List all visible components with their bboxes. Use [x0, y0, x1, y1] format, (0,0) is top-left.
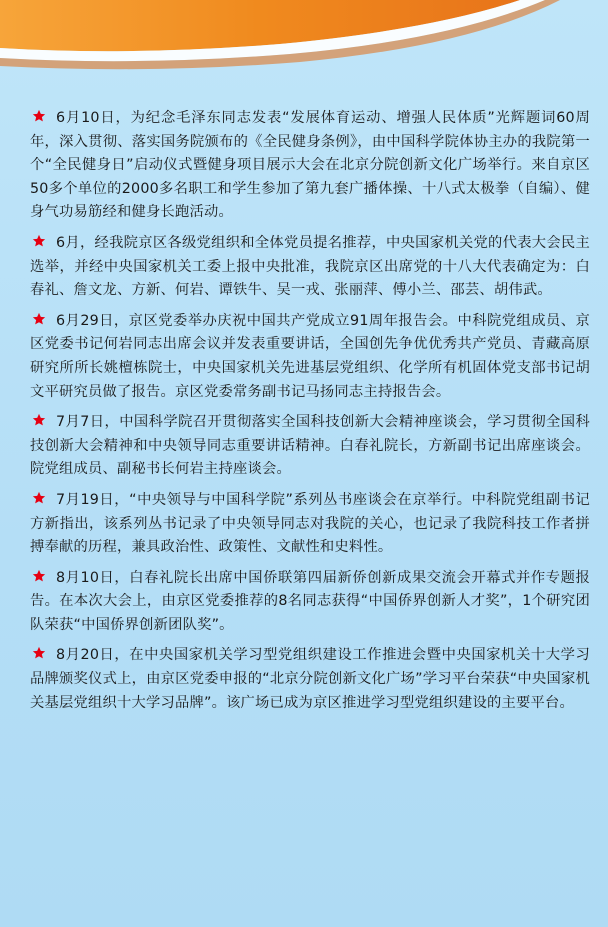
news-item	[30, 310, 590, 404]
star-icon	[32, 234, 46, 248]
news-item	[30, 107, 590, 225]
news-item	[30, 567, 590, 638]
news-text: 6月29日，京区党委举办庆祝中国共产党成立91周年报告会。中科院党组成员、京区党委书记何岩同志出席会议并发表重要讲话，全国创先争优优秀共产党员、青藏高原研究所所长姚檀栋院士，中央国家机关先进基层党组织、化学所有机固体党支部书记胡文平研究员做了报告。京区党委常务副书记马扬同志主持报告会。	[30, 312, 590, 400]
star-icon	[32, 413, 46, 427]
news-text: 6月，经我院京区各级党组织和全体党员提名推荐，中央国家机关党的代表大会民主选举，并经中央国家机关工委上报中央批准，我院京区出席党的十八大代表确定为：白春礼、詹文龙、方新、何岩、谭铁牛、吴一戎、张丽萍、傅小兰、邵芸、胡伟武。	[30, 234, 590, 299]
news-text: 7月7日，中国科学院召开贯彻落实全国科技创新大会精神座谈会，学习贯彻全国科技创新大会精神和中央领导同志重要讲话精神。白春礼院长，方新副书记出席座谈会。院党组成员、副秘书长何岩主持座谈会。	[30, 414, 590, 478]
news-text: 7月19日，“中央领导与中国科学院”系列丛书座谈会在京举行。中科院党组副书记方新指出，该系列丛书记录了中央领导同志对我院的关心，也记录了我院科技工作者拼搏奉献的历程，兼具政治性、政策性、文献性和史料性。	[30, 491, 590, 556]
top-orange-banner	[0, 0, 608, 80]
news-text: 8月10日，白春礼院长出席中国侨联第四届新侨创新成果交流会开幕式并作专题报告。在本次大会上，由京区党委推荐的8名同志获得“中国侨界创新人才奖”，1个研究团队荣获“中国侨界创新团队奖”。	[30, 569, 590, 633]
star-icon	[32, 491, 46, 505]
star-icon	[32, 312, 46, 326]
star-icon	[32, 109, 46, 123]
news-item	[30, 644, 590, 715]
news-list	[30, 107, 590, 722]
news-text: 6月10日，为纪念毛泽东同志发表“发展体育运动、增强人民体质”光辉题词60周年，深入贯彻、落实国务院颁布的《全民健身条例》，由中国科学院体协主办的我院第一个“全民健身日”启动仪式暨健身项目展示大会在北京分院创新文化广场举行。来自京区50多个单位的2000多名职工和学生参加了第九套广播体操、十八式太极拳（自编）、健身气功易筋经和健身长跑活动。	[30, 110, 590, 221]
news-item	[30, 489, 590, 560]
star-icon	[32, 569, 46, 583]
news-item	[30, 411, 590, 482]
star-icon	[32, 646, 46, 660]
news-text: 8月20日，在中央国家机关学习型党组织建设工作推进会暨中央国家机关十大学习品牌颁奖仪式上，由京区党委申报的“北京分院创新文化广场”学习平台荣获“中央国家机关基层党组织十大学习品牌”。该广场已成为京区推进学习型党组织建设的主要平台。	[30, 647, 590, 711]
news-item	[30, 232, 590, 303]
